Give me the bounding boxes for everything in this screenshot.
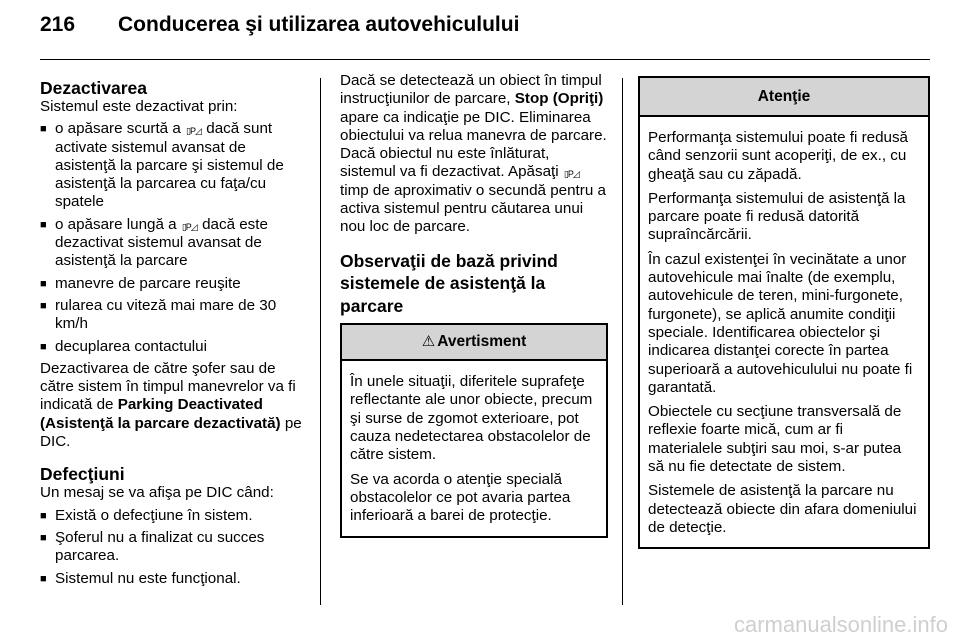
list-item: ■ manevre de parcare reuşite [40, 275, 306, 293]
paragraph: Sistemul este dezactivat prin: [40, 98, 238, 115]
caution-box-title: Atenţie [640, 78, 928, 117]
paragraph: Dezactivarea de către şofer sau de către sistem în timpul manevrelor va fi indicată de Parking Deactivated (Asistenţă la parcare dezactivată) pe DIC. [40, 359, 302, 451]
page-number: 216 [40, 13, 76, 36]
column-divider [622, 78, 623, 605]
paragraph: Un mesaj se va afişa pe DIC când: [40, 484, 274, 502]
parking-assist-button-icon: ▯P◿ [186, 126, 201, 137]
list-item: ■ Şoferul nu a finalizat cu succes parcarea. [40, 529, 306, 566]
bullet-list [40, 507, 306, 588]
parking-assist-button-icon: ▯P◿ [181, 221, 197, 232]
page-title: Conducerea şi utilizarea autovehiculului [118, 13, 520, 36]
caution-box [638, 76, 930, 549]
paragraph: În unele situaţii, diferitele suprafeţe reflectante ale unor obiecte, precum şi surse de zgomot exterioare, pot cauza nedetectarea obstacolelor de către sistem. [350, 373, 593, 464]
watermark: carmanualsonline.info [733, 612, 948, 637]
bullet-list [40, 120, 306, 356]
warning-box-body [342, 361, 606, 535]
section-heading-faults: Defecţiuni [40, 464, 125, 485]
column-2 [340, 72, 608, 538]
column-divider [320, 78, 321, 605]
paragraph: Sistemele de asistenţă la parcare nu detectează obiecte din afara domeniului de detecţie. [648, 482, 917, 536]
paragraph: Obiectele cu secţiune transversală de reflexie foarte mică, cum ar fi materialele subţiri sau moi, s-ar putea să nu fie detectate de sistem. [648, 403, 902, 476]
list-item: ■ rularea cu viteză mai mare de 30 km/h [40, 297, 306, 334]
warning-triangle-icon: ⚠ [421, 333, 436, 351]
column-1 [40, 78, 306, 592]
paragraph: În cazul existenţei în vecinătate a unor autovehicule mai înalte (de exemplu, autovehicule de teren, mini-furgonete, furgonete), se aplică anumite condiţii speciale. Identificarea obiectelor şi indicarea distanţei corecte în partea superioară a autovehiculului nu poate fi garantată. [648, 250, 913, 396]
paragraph: Se va acorda o atenţie specială obstacolelor ce pot avaria partea inferioară a barei de protecţie. [350, 470, 571, 525]
paragraph: Dacă se detectează un obiect în timpul instrucţiunilor de parcare, Stop (Opriţi) apare ca indicaţie pe DIC. Eliminarea obiectului va relua manevra de parcare. Dacă obiectul nu este înlăturat, sistemul va fi dezactivat. Apăsaţi ▯P◿ timp de aproximativ o secundă pentru a activa sistemul pentru căutarea unui nou loc de parcare. [340, 72, 607, 236]
list-item: ■ decuplarea contactului [40, 338, 306, 356]
list-item: ■ Există o defecţiune în sistem. [40, 507, 306, 525]
parking-assist-button-icon: ▯P◿ [563, 169, 579, 180]
list-item: ■ o apăsare scurtă a ▯P◿ dacă sunt activate sistemul avansat de asistenţă la parcare şi sistemul de asistenţă la parcarea cu faţa/cu spatele [40, 120, 306, 211]
caution-box-body [640, 117, 928, 547]
header-rule [40, 59, 930, 60]
page-header [0, 0, 960, 60]
section-heading-deactivation: Dezactivarea [40, 78, 148, 98]
list-item: ■ Sistemul nu este funcţional. [40, 570, 306, 588]
paragraph: Performanţa sistemului poate fi redusă când senzorii sunt acoperiţi, de ex., cu gheaţă sau cu zăpadă. [648, 129, 909, 183]
list-item: ■ o apăsare lungă a ▯P◿ dacă este dezactivat sistemul avansat de asistenţă la parcare [40, 216, 306, 271]
paragraph: Performanţa sistemului de asistenţă la parcare poate fi redusă datorită supraîncărcării. [648, 189, 906, 244]
column-3 [638, 72, 930, 549]
warning-box [340, 323, 608, 537]
section-heading-basic-notes: Observaţii de bază privind sistemele de asistenţă la parcare [340, 250, 558, 316]
warning-box-title: ⚠ Avertisment [342, 325, 606, 361]
